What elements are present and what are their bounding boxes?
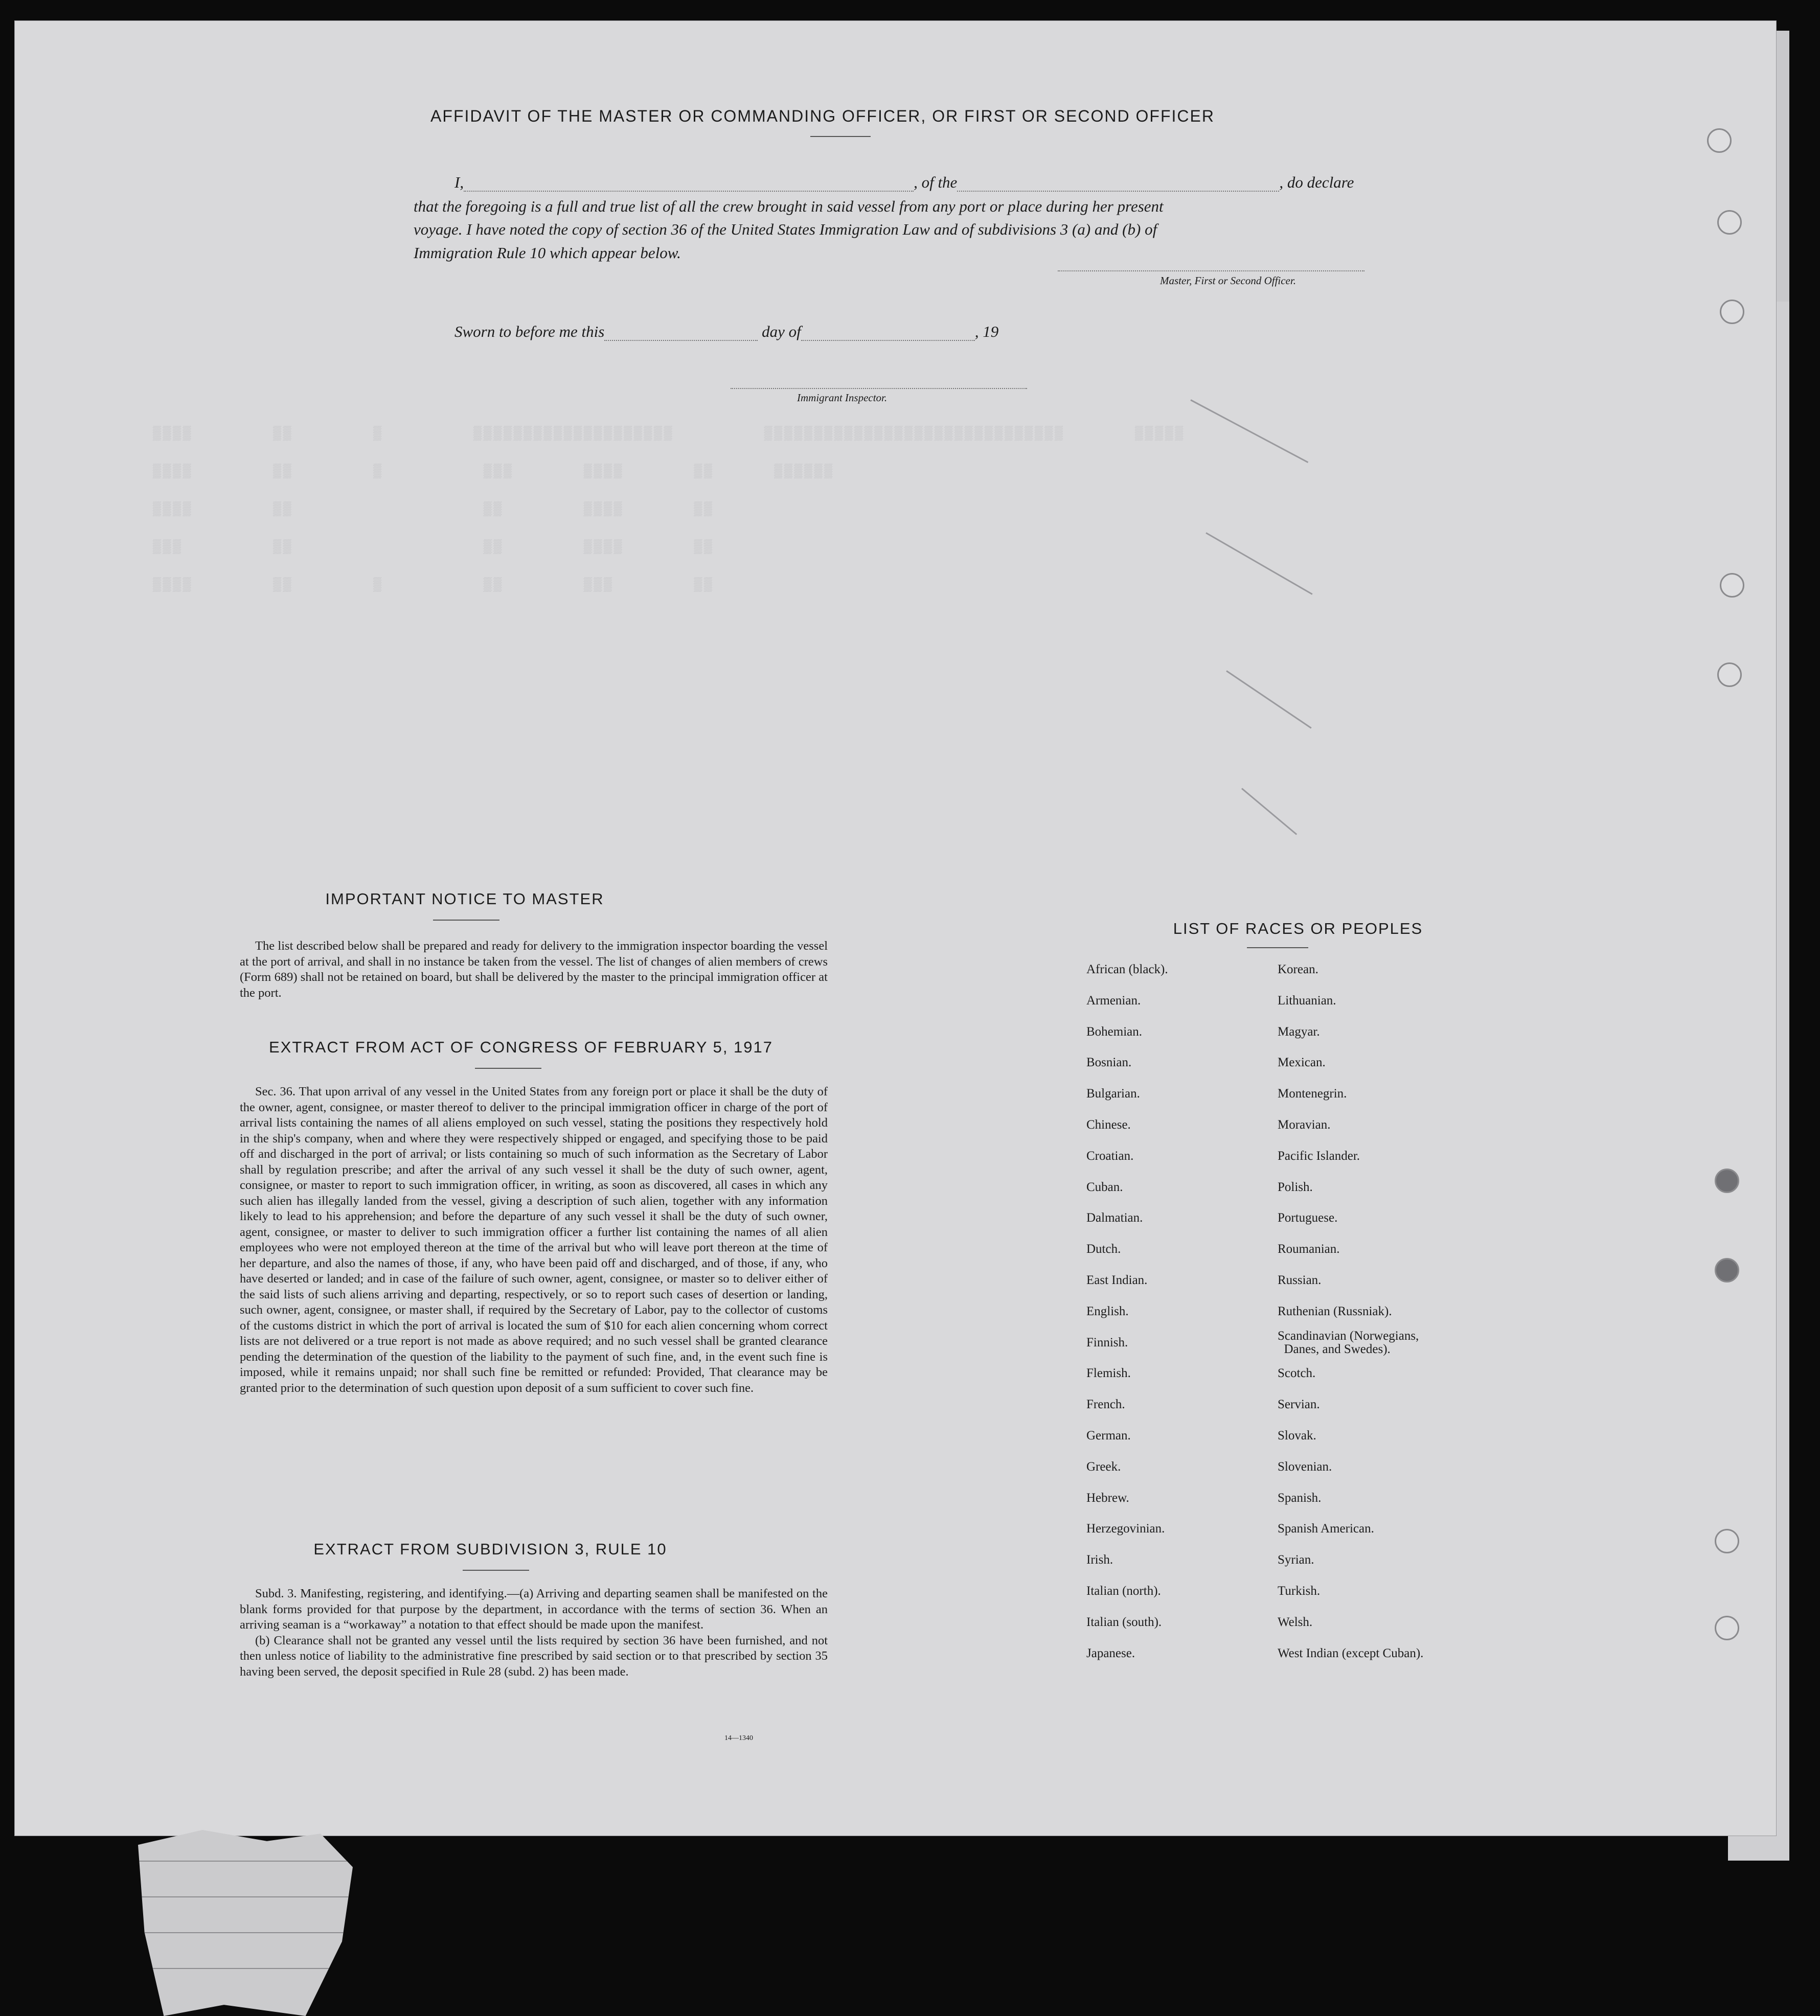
master-caption: Master, First or Second Officer. bbox=[1160, 274, 1296, 287]
race-item: Italian (south). bbox=[1086, 1615, 1162, 1629]
race-item: Polish. bbox=[1278, 1180, 1313, 1194]
race-item: Herzegovinian. bbox=[1086, 1522, 1165, 1536]
notice-title: IMPORTANT NOTICE TO MASTER bbox=[325, 890, 604, 908]
affidavit-line-2: that the foregoing is a full and true list of all the crew brought in said vessel from any port or place during her present bbox=[414, 197, 1164, 215]
affidavit-of-the: , of the bbox=[914, 173, 958, 191]
sworn-year: , 19 bbox=[974, 323, 999, 340]
race-item: Roumanian. bbox=[1278, 1242, 1340, 1256]
scan-streak bbox=[1241, 788, 1297, 835]
scan-streak bbox=[1205, 532, 1312, 595]
binder-hole bbox=[1715, 1529, 1739, 1553]
form-number: 14—1340 bbox=[724, 1734, 753, 1742]
affidavit-declare: , do declare bbox=[1279, 173, 1354, 191]
binder-hole bbox=[1720, 300, 1744, 324]
month-blank[interactable] bbox=[801, 326, 975, 341]
race-item: Servian. bbox=[1278, 1398, 1320, 1412]
act-paragraph: Sec. 36. That upon arrival of any vessel in the United States from any foreign port or place it shall be the duty of the owner, agent, consignee, or master thereof to deliver to the principal immigration officer in charge of the port of arrival lists containing the names of all aliens employed on such vessel, stating the positions they respectively hold in the ship's company, when and where they were respectively shipped or engaged, and specifying those to be paid off and discharged in the port of arrival; or lists containing so much of such information as the Secretary of Labor shall by regulation prescribe; and after the arrival of any such vessel it shall be the duty of such owner, agent, consignee, or master to report to such immigration officer, in writing, as soon as discovered, all cases in which any such alien has illegally landed from the vessel, giving a description of such alien, together with any information likely to lead to his apprehension; and before the departure of any such vessel it shall be the duty of such owner, agent, consignee, or master to deliver to such immigration officer a further list containing the names of all alien employees who were not employed thereon at the time of the arrival but who will leave port thereon at the time of her departure, and also the names of those, if any, who have been paid off and discharged, and of those, if any, who have deserted or landed; and in case of the failure of such owner, agent, consignee, or master so to deliver either of the said lists of such aliens arriving and departing, respectively, or so to report such cases of desertion or landing, such owner, agent, consignee, or master shall, if required by the Secretary of Labor, pay to the collector of customs of the customs district in which the port of arrival is located the sum of $10 for each alien concerning whom correct lists are not delivered or a true report is not made as above required; and no such vessel shall be granted clearance pending the determination of the question of the liability to the payment of such fine, and, in the event such fine is imposed, while it remains unpaid; nor shall such fine be remitted or refunded: Provided, That clearance may be granted prior to the determination of such question upon deposit of a sum sufficient to cover such fine. bbox=[240, 1085, 828, 1395]
races-rule bbox=[1247, 947, 1308, 948]
race-item: Dalmatian. bbox=[1086, 1211, 1143, 1225]
act-title: EXTRACT FROM ACT OF CONGRESS OF FEBRUARY 5, 1917 bbox=[268, 1038, 774, 1056]
scan-streak bbox=[1190, 399, 1308, 463]
race-item: Welsh. bbox=[1278, 1615, 1313, 1629]
race-item: Armenian. bbox=[1086, 993, 1141, 1007]
binder-hole bbox=[1717, 210, 1742, 235]
race-item: Chinese. bbox=[1086, 1117, 1131, 1132]
race-item: Ruthenian (Russniak). bbox=[1278, 1304, 1392, 1318]
race-item: East Indian. bbox=[1086, 1273, 1148, 1287]
race-item: Croatian. bbox=[1086, 1149, 1134, 1163]
affidavit-line-1 bbox=[454, 173, 1354, 192]
act-rule bbox=[475, 1068, 541, 1069]
binder-hole bbox=[1715, 1616, 1739, 1640]
race-item: Slovenian. bbox=[1278, 1459, 1332, 1474]
race-item: Russian. bbox=[1278, 1273, 1322, 1287]
binder-hole bbox=[1715, 1169, 1739, 1193]
binder-hole bbox=[1720, 573, 1744, 598]
race-item: Finnish. bbox=[1086, 1335, 1128, 1349]
binder-hole bbox=[1717, 662, 1742, 687]
notice-paragraph: The list described below shall be prepared and ready for delivery to the immigration inspector boarding the vessel at the port of arrival, and shall in no instance be taken from the vessel. The list of changes of alien members of crews (Form 689) shall not be retained on board, but shall be delivered by the master to the principal immigration officer at the port. bbox=[240, 939, 828, 1000]
race-item: Italian (north). bbox=[1086, 1584, 1161, 1598]
race-item: Hebrew. bbox=[1086, 1491, 1129, 1505]
races-list-right bbox=[1278, 954, 1423, 1669]
act-text bbox=[240, 1084, 828, 1396]
race-item: German. bbox=[1086, 1428, 1131, 1442]
torn-paper-fragment bbox=[138, 1830, 353, 2016]
race-item: Spanish American. bbox=[1278, 1522, 1374, 1536]
race-item: Moravian. bbox=[1278, 1117, 1331, 1132]
binder-hole bbox=[1715, 1258, 1739, 1282]
race-item: Dutch. bbox=[1086, 1242, 1121, 1256]
race-item: Cuban. bbox=[1086, 1180, 1123, 1194]
race-item: Scotch. bbox=[1278, 1366, 1316, 1381]
rule-paragraph-a: Subd. 3. Manifesting, registering, and identifying.—(a) Arriving and departing seamen shall be manifested on the blank forms provided for that purpose by the department, in accordance with the terms of section 36. When an arriving seaman is a “workaway” a notation to that effect should be made upon the manifest. bbox=[240, 1587, 828, 1632]
race-item: Pacific Islander. bbox=[1278, 1149, 1360, 1163]
race-item: West Indian (except Cuban). bbox=[1278, 1646, 1424, 1660]
race-item: English. bbox=[1086, 1304, 1129, 1318]
day-blank[interactable] bbox=[604, 326, 758, 341]
race-item: Irish. bbox=[1086, 1553, 1113, 1567]
affidavit-i: I, bbox=[454, 173, 464, 191]
race-item: African (black). bbox=[1086, 963, 1168, 976]
rule-text bbox=[240, 1586, 828, 1680]
race-item: Lithuanian. bbox=[1278, 993, 1336, 1007]
sworn-before: Sworn to before me this bbox=[454, 323, 605, 340]
rule-paragraph-b: (b) Clearance shall not be granted any vessel until the lists required by section 36 have been furnished, and not then unless notice of liability to the administrative fine prescribed by said section or to that prescribed by section 35 having been served, the deposit specified in Rule 28 (subd. 2) has been made. bbox=[240, 1633, 828, 1679]
notice-rule bbox=[433, 920, 499, 921]
race-item: Bosnian. bbox=[1086, 1056, 1132, 1070]
affidavit-title: AFFIDAVIT OF THE MASTER OR COMMANDING OFFICER, OR FIRST OR SECOND OFFICER bbox=[430, 107, 1215, 125]
sworn-line bbox=[454, 323, 998, 341]
race-item: Montenegrin. bbox=[1278, 1087, 1347, 1101]
inspector-caption: Immigrant Inspector. bbox=[797, 392, 888, 404]
notice-text bbox=[240, 938, 828, 1001]
race-item: Bulgarian. bbox=[1086, 1087, 1140, 1101]
races-list-left bbox=[1086, 954, 1168, 1669]
title-rule bbox=[810, 136, 871, 137]
rule-rule bbox=[463, 1570, 529, 1571]
race-item: Japanese. bbox=[1086, 1646, 1135, 1660]
binder-hole bbox=[1707, 128, 1732, 153]
race-item: Mexican. bbox=[1278, 1056, 1326, 1070]
bleed-through-text: ▒▒▒▒ ▒▒ ▒ ▒▒▒▒▒▒▒▒▒▒▒▒▒▒▒▒▒▒▒▒ ▒▒▒▒▒▒▒▒▒▒▒▒▒▒▒▒▒▒▒▒▒▒▒▒▒▒▒▒▒▒ ▒▒▒▒▒ ▒▒▒▒ ▒▒ ▒ ▒▒▒ ▒▒▒▒ ▒▒ ▒▒▒▒▒▒ ▒▒▒▒ ▒▒ ▒▒ ▒▒▒▒ ▒▒ ▒▒▒ ▒▒ ▒▒ ▒▒▒▒ ▒▒ ▒▒▒▒ ▒▒ ▒ ▒▒ ▒▒▒ ▒▒ bbox=[153, 426, 1186, 592]
race-item: Slovak. bbox=[1278, 1428, 1316, 1442]
race-item: Magyar. bbox=[1278, 1024, 1320, 1039]
race-item: Portuguese. bbox=[1278, 1211, 1338, 1225]
race-item: Korean. bbox=[1278, 963, 1318, 976]
document-page bbox=[14, 20, 1777, 1836]
master-signature-line[interactable] bbox=[1058, 256, 1364, 271]
vessel-blank[interactable] bbox=[957, 176, 1279, 192]
affidavit-line-3: voyage. I have noted the copy of section 36 of the United States Immigration Law and of subdivisions 3 (a) and (b) of bbox=[414, 220, 1157, 238]
race-item: French. bbox=[1086, 1398, 1125, 1412]
races-title: LIST OF RACES OR PEOPLES bbox=[1173, 920, 1423, 937]
race-item: Turkish. bbox=[1278, 1584, 1321, 1598]
race-item: Syrian. bbox=[1278, 1553, 1314, 1567]
race-item: Greek. bbox=[1086, 1459, 1121, 1474]
scan-streak bbox=[1226, 670, 1311, 728]
sworn-day-of: day of bbox=[762, 323, 801, 340]
race-item: Bohemian. bbox=[1086, 1024, 1143, 1039]
race-item: Flemish. bbox=[1086, 1366, 1131, 1381]
race-item: Spanish. bbox=[1278, 1491, 1322, 1505]
inspector-signature-line[interactable] bbox=[731, 374, 1027, 389]
affidavit-line-4: Immigration Rule 10 which appear below. bbox=[414, 244, 681, 262]
race-item: Scandinavian (Norwegians, Danes, and Swedes). bbox=[1278, 1328, 1419, 1356]
name-blank[interactable] bbox=[464, 176, 914, 192]
rule-title: EXTRACT FROM SUBDIVISION 3, RULE 10 bbox=[313, 1540, 667, 1558]
